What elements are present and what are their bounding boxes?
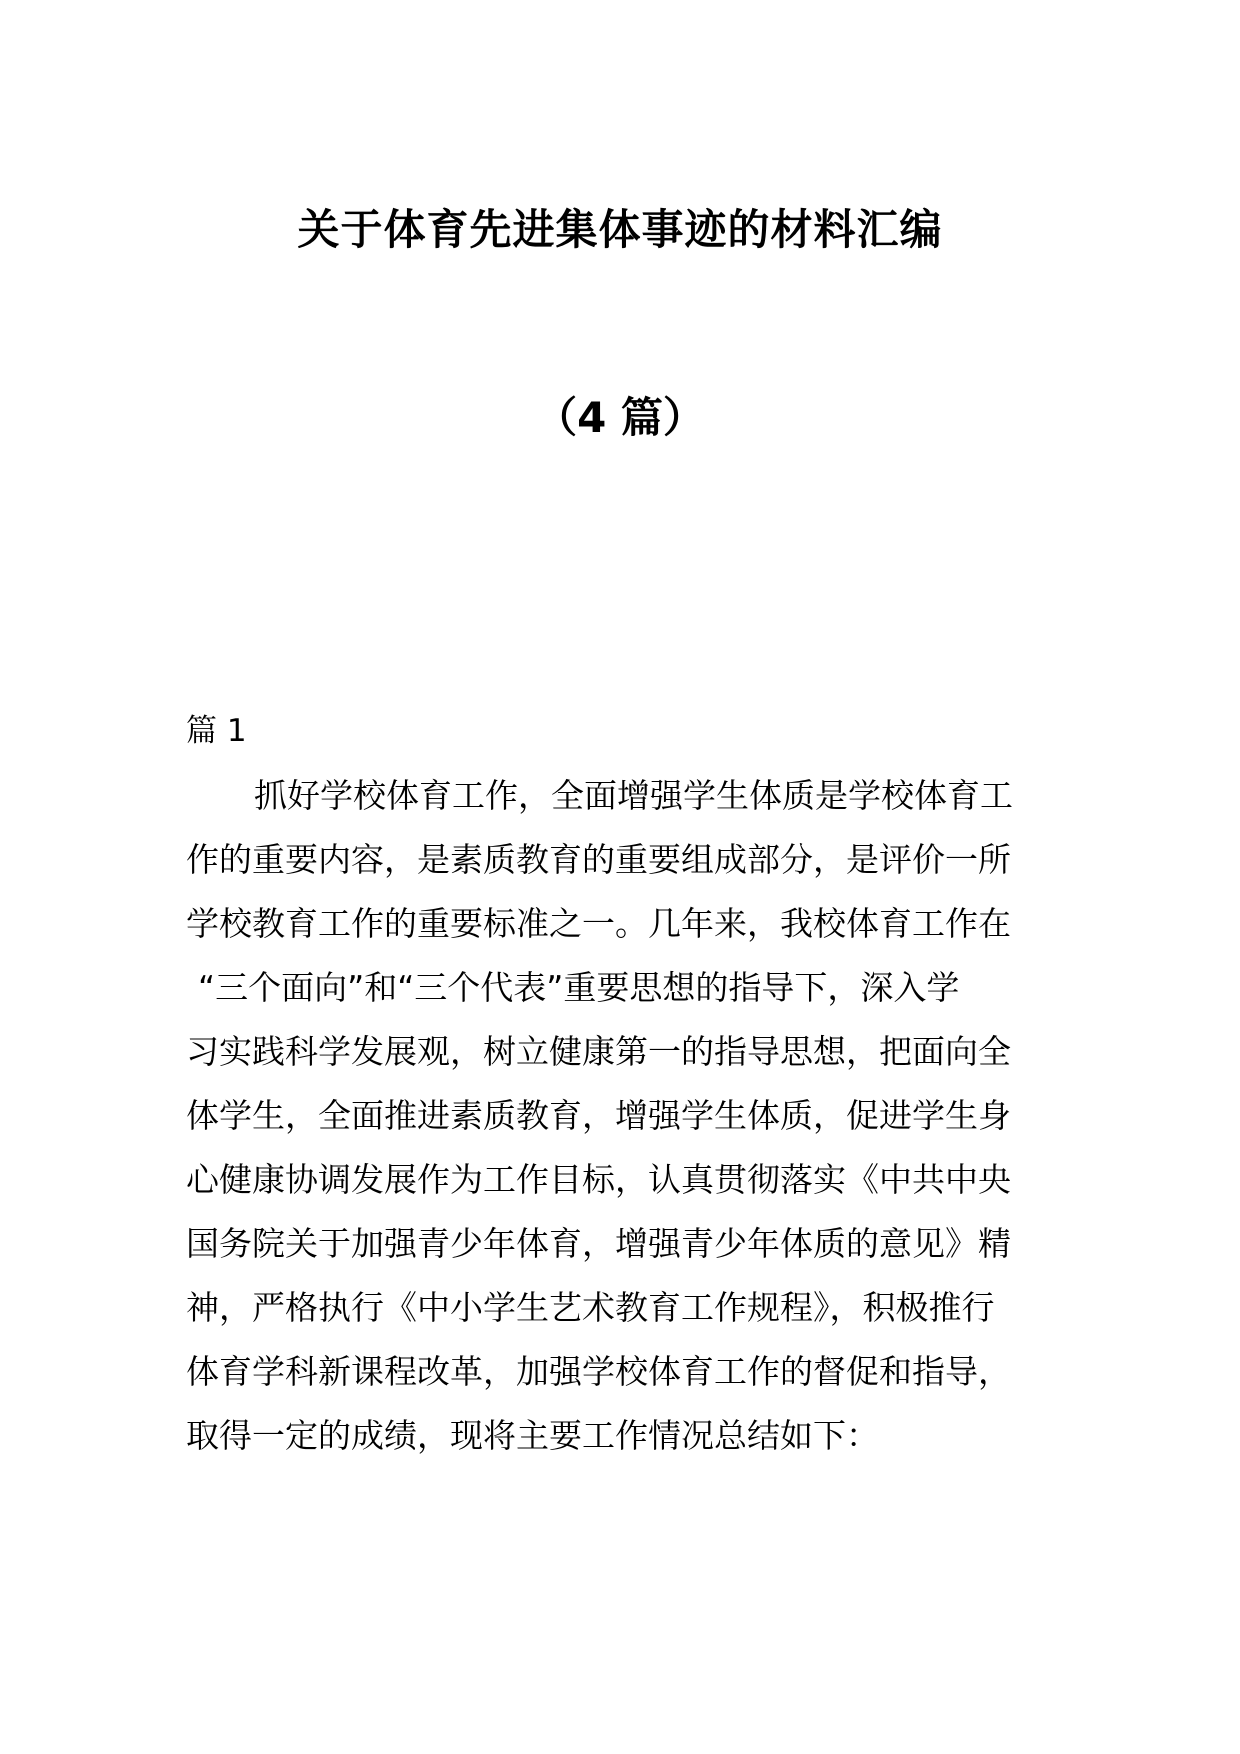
- body-line: 抓好学校体育工作，全面增强学生体质是学校体育工: [254, 776, 1013, 815]
- body-paragraph: [186, 764, 1054, 1468]
- body-line: 神，严格执行《中小学生艺术教育工作规程》，积极推行: [186, 1288, 995, 1327]
- document-title: 关于体育先进集体事迹的材料汇编: [297, 205, 943, 254]
- document-subtitle: （4 篇）: [535, 393, 705, 442]
- body-line: 习实践科学发展观，树立健康第一的指导思想，把面向全: [186, 1032, 1011, 1071]
- body-line: 国务院关于加强青少年体育，增强青少年体质的意见》精: [186, 1224, 1011, 1263]
- body-line: 体学生，全面推进素质教育，增强学生体质，促进学生身: [186, 1096, 1011, 1135]
- body-line: 心健康协调发展作为工作目标，认真贯彻落实《中共中央: [186, 1160, 1011, 1199]
- body-line: 取得一定的成绩，现将主要工作情况总结如下：: [186, 1416, 879, 1455]
- body-line: 体育学科新课程改革，加强学校体育工作的督促和指导，: [186, 1352, 1011, 1391]
- section-heading: 篇 1: [186, 713, 247, 749]
- body-line: “三个面向”和“三个代表”重要思想的指导下，深入学: [198, 968, 960, 1007]
- body-line: 作的重要内容，是素质教育的重要组成部分，是评价一所: [186, 840, 1011, 879]
- body-line: 学校教育工作的重要标准之一。几年来，我校体育工作在: [186, 904, 1011, 943]
